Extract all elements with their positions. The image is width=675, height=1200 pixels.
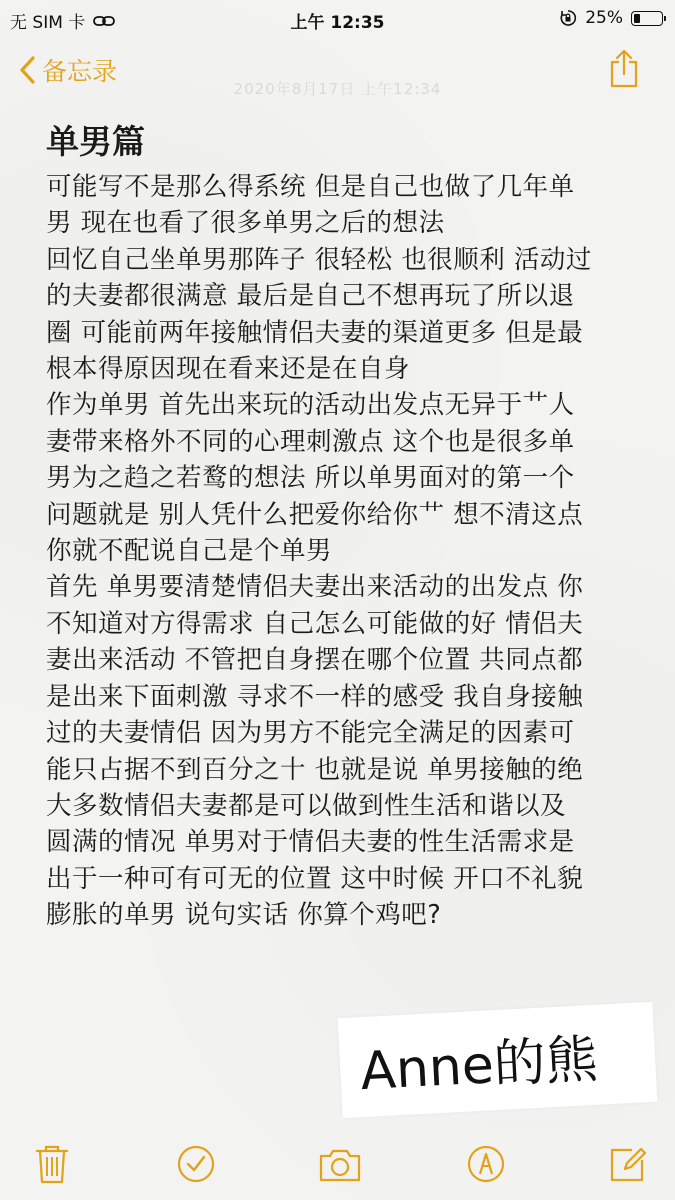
watermark-label xyxy=(338,1002,658,1118)
note-line: 圈 可能前两年接触情侣夫妻的渠道更多 但是最 xyxy=(46,317,584,348)
compose-button[interactable] xyxy=(606,1142,650,1186)
carrier-label: 无 SIM 卡 xyxy=(10,13,86,33)
note-line: 问题就是 别人凭什么把爱你给你艹 想不清这点 xyxy=(46,499,584,530)
note-content[interactable] xyxy=(46,118,646,934)
status-bar xyxy=(0,0,675,36)
note-line: 妻出来活动 不管把自身摆在哪个位置 共同点都 xyxy=(46,645,584,676)
note-line: 圆满的情况 单男对于情侣夫妻的性生活需求是 xyxy=(46,827,575,858)
note-title: 单男篇 xyxy=(46,122,145,161)
back-label: 备忘录 xyxy=(42,57,118,86)
markup-button[interactable] xyxy=(464,1142,508,1186)
note-line: 不知道对方得需求 自己怎么可能做的好 情侣夫 xyxy=(46,608,584,639)
note-line: 妻带来格外不同的心理刺激点 这个也是很多单 xyxy=(46,426,575,457)
note-line: 首先 单男要清楚情侣夫妻出来活动的出发点 你 xyxy=(46,572,584,603)
bottom-toolbar xyxy=(0,1128,675,1200)
note-body xyxy=(46,169,646,934)
checklist-button[interactable] xyxy=(174,1142,218,1186)
delete-button[interactable] xyxy=(30,1142,74,1186)
camera-icon xyxy=(318,1142,362,1186)
checklist-icon xyxy=(174,1142,218,1186)
note-line: 男为之趋之若鹜的想法 所以单男面对的第一个 xyxy=(46,463,575,494)
note-line: 大多数情侣夫妻都是可以做到性生活和谐以及 xyxy=(46,790,567,821)
note-line: 是出来下面刺激 寻求不一样的感受 我自身接触 xyxy=(46,681,584,712)
markup-icon xyxy=(464,1142,508,1186)
note-line: 作为单男 首先出来玩的活动出发点无异于艹人 xyxy=(46,390,575,421)
note-line: 回忆自己坐单男那阵子 很轻松 也很顺利 活动过 xyxy=(46,244,592,275)
note-line: 能只占据不到百分之十 也就是说 单男接触的绝 xyxy=(46,754,584,785)
note-line: 你就不配说自己是个单男 xyxy=(46,536,333,567)
note-line: 根本得原因现在看来还是在自身 xyxy=(46,354,411,385)
status-time: 上午 12:35 xyxy=(290,13,385,33)
note-line: 可能写不是那么得系统 但是自己也做了几年单 xyxy=(46,172,575,202)
orientation-lock-icon xyxy=(559,9,577,27)
note-line: 男 现在也看了很多单男之后的想法 xyxy=(46,208,445,239)
note-line: 的夫妻都很满意 最后是自己不想再玩了所以退 xyxy=(46,281,575,312)
battery-icon xyxy=(631,11,663,26)
battery-percent: 25% xyxy=(585,8,623,28)
note-line: 出于一种可有可无的位置 这中时候 开口不礼貌 xyxy=(46,863,584,894)
note-date: 2020年8月17日 上午12:34 xyxy=(233,80,442,98)
note-line: 膨胀的单男 说句实话 你算个鸡吧? xyxy=(46,900,442,931)
camera-button[interactable] xyxy=(318,1142,362,1186)
trash-icon xyxy=(30,1142,74,1186)
compose-icon xyxy=(606,1142,650,1186)
watermark-text: Anne的熊 xyxy=(358,1029,600,1103)
note-line: 过的夫妻情侣 因为男方不能完全满足的因素可 xyxy=(46,718,575,749)
